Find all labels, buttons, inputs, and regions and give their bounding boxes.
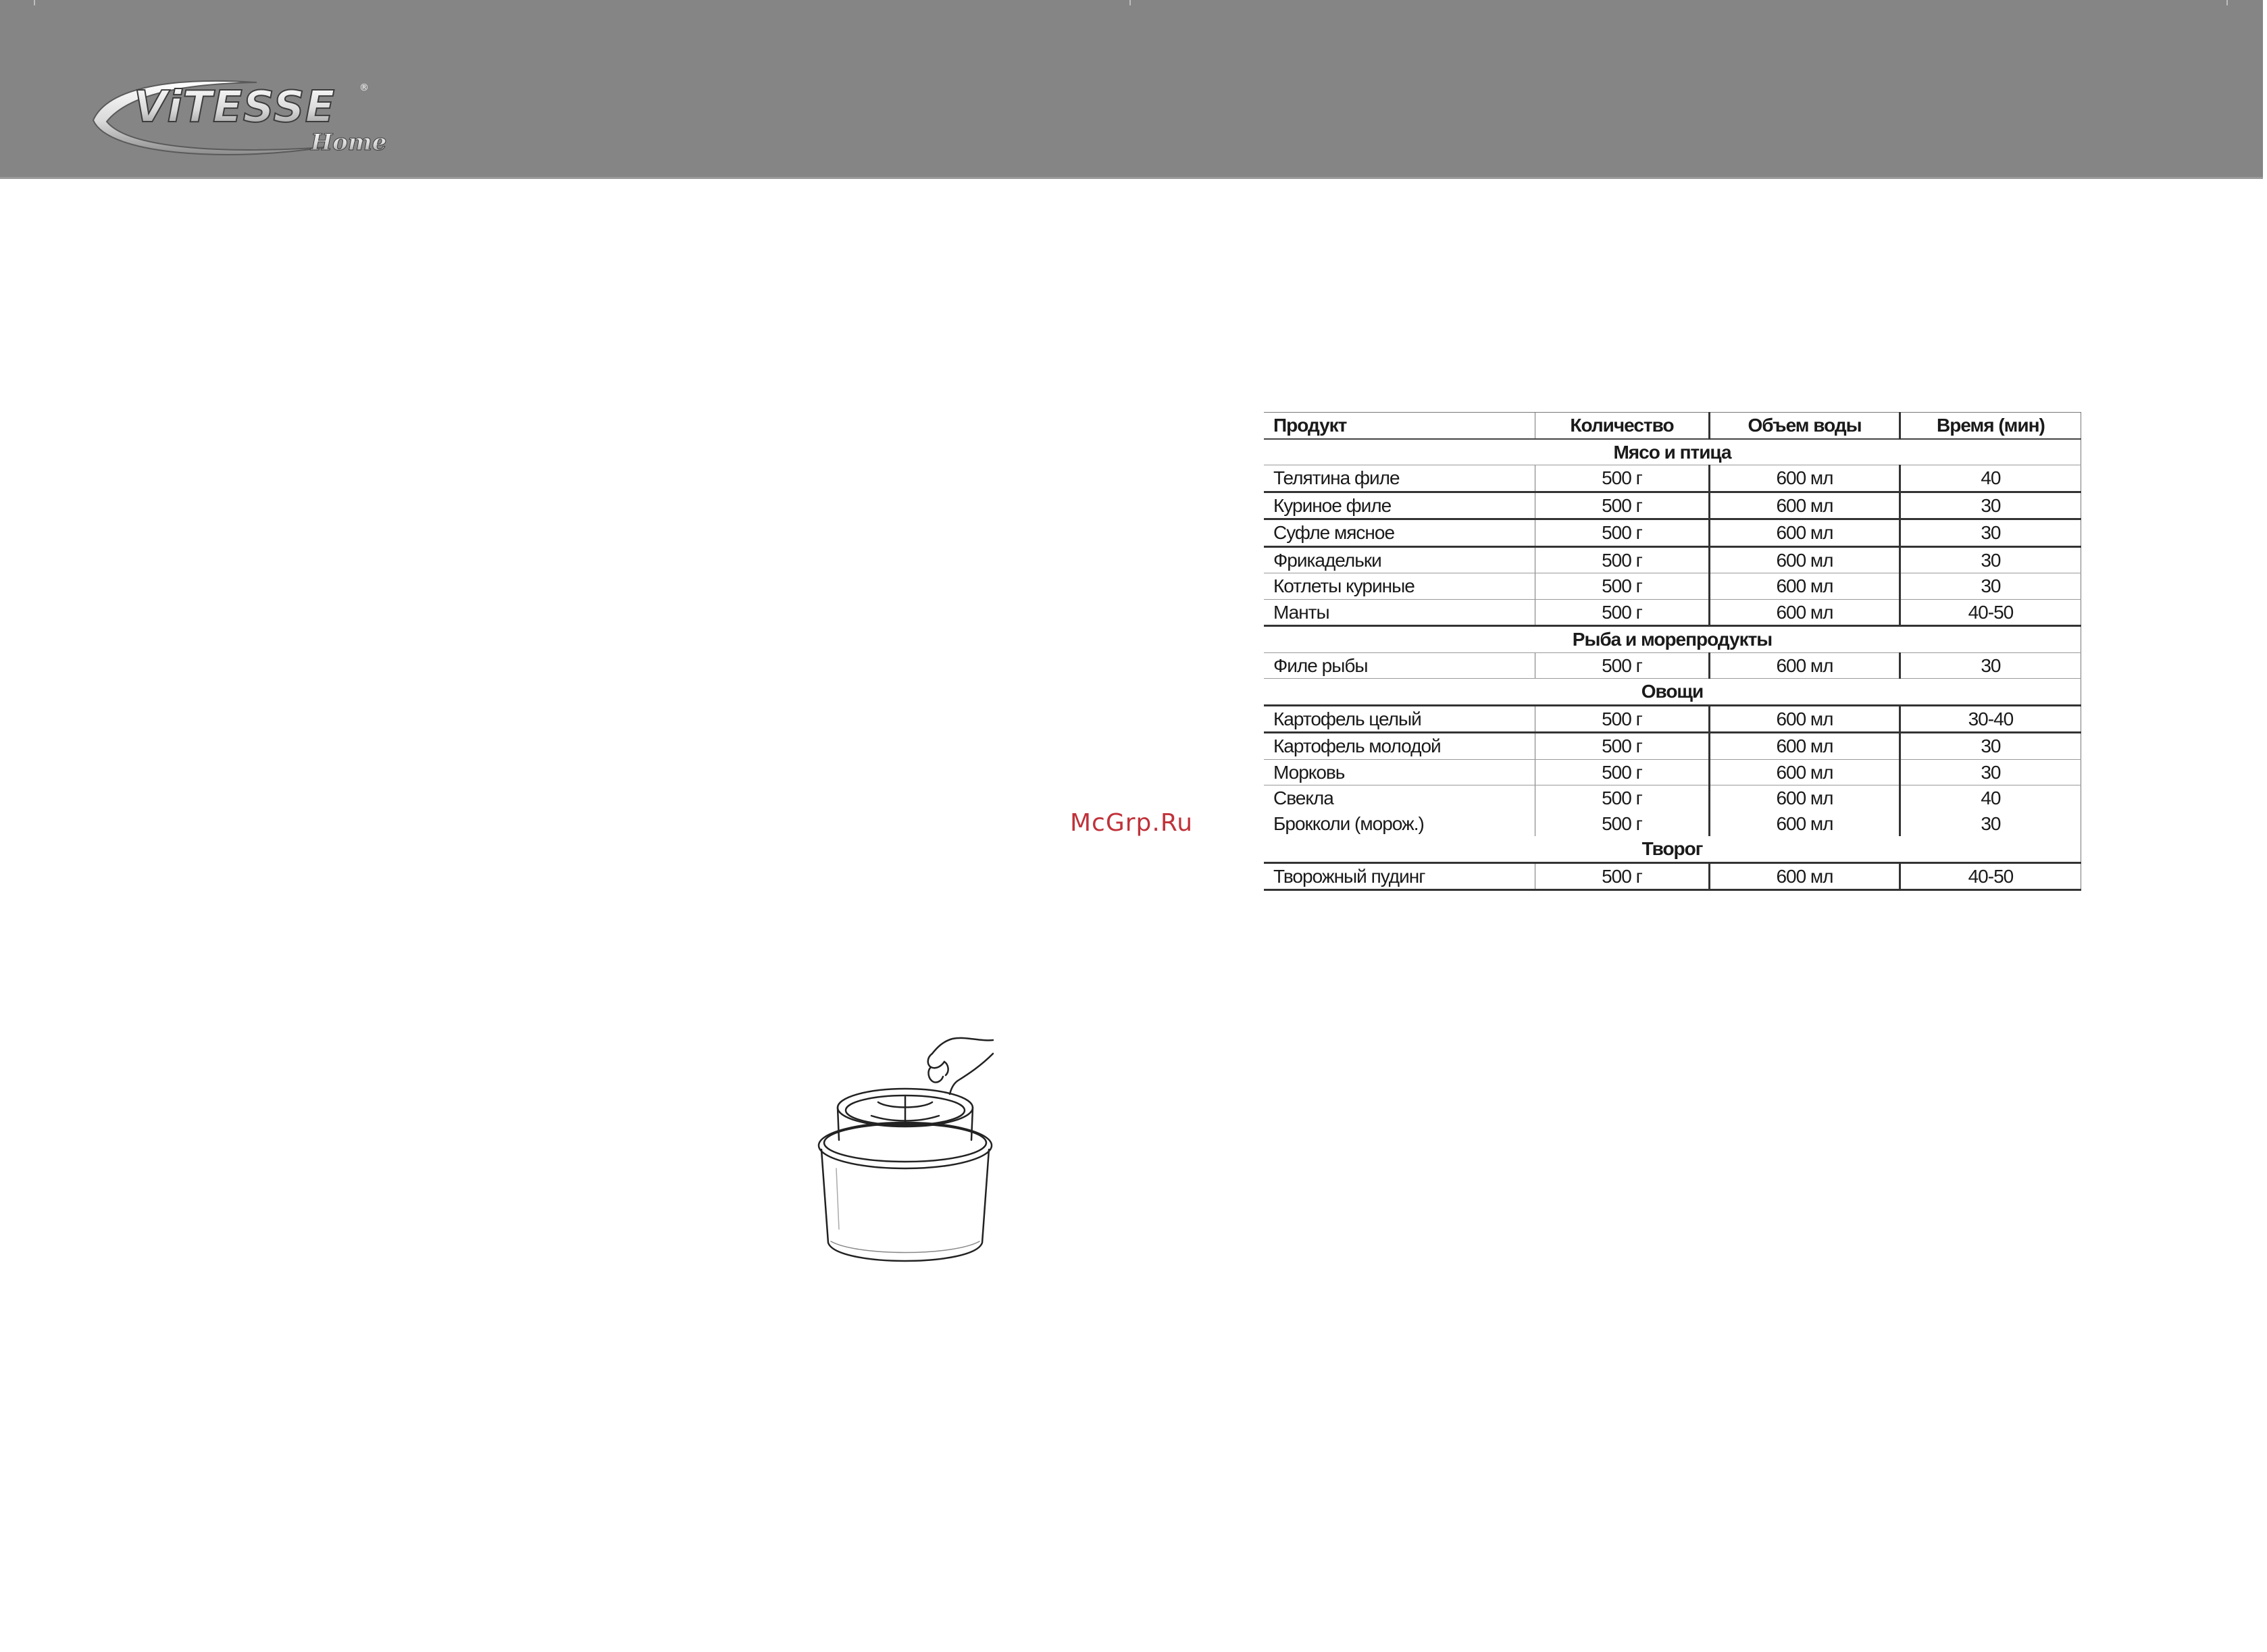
quantity-cell: 500 г xyxy=(1535,652,1709,679)
water-cell: 600 мл xyxy=(1710,811,1900,837)
product-cell: Фрикадельки xyxy=(1264,546,1535,573)
product-cell: Телятина филе xyxy=(1264,465,1535,492)
table-row xyxy=(1264,862,2081,890)
section-row xyxy=(1264,626,2081,653)
water-cell: 600 мл xyxy=(1710,705,1900,733)
time-cell: 40-50 xyxy=(1900,862,2081,890)
product-cell: Брокколи (морож.) xyxy=(1273,812,1424,834)
registered-mark: ® xyxy=(359,82,369,93)
section-row xyxy=(1264,439,2081,465)
water-cell: 600 мл xyxy=(1710,546,1900,573)
time-cell: 30 xyxy=(1900,811,2081,837)
water-cell: 600 мл xyxy=(1710,492,1900,519)
time-cell: 30 xyxy=(1900,492,2081,519)
table-row xyxy=(1264,573,2081,600)
time-cell: 40 xyxy=(1900,465,2081,492)
table-row xyxy=(1264,519,2081,547)
hand-outline xyxy=(932,1038,993,1054)
water-cell: 600 мл xyxy=(1710,785,1900,811)
time-cell: 30 xyxy=(1900,546,2081,573)
table-row xyxy=(1264,492,2081,519)
time-cell: 30 xyxy=(1900,733,2081,760)
time-cell: 30 xyxy=(1900,573,2081,600)
product-cell: Морковь xyxy=(1264,759,1535,785)
table-row xyxy=(1264,546,2081,573)
quantity-cell: 500 г xyxy=(1535,573,1709,600)
header-band xyxy=(0,0,2263,179)
table-row xyxy=(1264,465,2081,492)
table-row xyxy=(1264,785,2081,811)
quantity-cell: 500 г xyxy=(1535,759,1709,785)
watermark: McGrp.Ru xyxy=(1070,809,1194,837)
vitesse-logo xyxy=(81,68,419,169)
table-row xyxy=(1264,599,2081,626)
water-cell: 600 мл xyxy=(1710,465,1900,492)
time-cell: 40-50 xyxy=(1900,599,2081,626)
product-cell: Филе рыбы xyxy=(1264,652,1535,679)
water-cell: 600 мл xyxy=(1710,519,1900,547)
quantity-cell: 500 г xyxy=(1535,465,1709,492)
product-cell: Свекла xyxy=(1273,788,1333,809)
table-row xyxy=(1264,652,2081,679)
product-cell: Картофель целый xyxy=(1264,705,1535,733)
time-cell: 30 xyxy=(1900,519,2081,547)
quantity-cell: 500 г xyxy=(1535,733,1709,760)
water-cell: 600 мл xyxy=(1710,759,1900,785)
quantity-cell: 500 г xyxy=(1535,599,1709,626)
water-cell: 600 мл xyxy=(1710,573,1900,600)
logo-wordmark: ViTESSE xyxy=(134,82,336,132)
product-cell: Куриное филе xyxy=(1264,492,1535,519)
product-cell: Суфле мясное xyxy=(1264,519,1535,547)
time-cell: 40 xyxy=(1900,785,2081,811)
product-cell: Картофель молодой xyxy=(1264,733,1535,760)
product-cell: Творожный пудинг xyxy=(1264,862,1535,890)
quantity-cell: 500 г xyxy=(1535,519,1709,547)
column-header: Время (мин) xyxy=(1900,413,2081,439)
time-cell: 30 xyxy=(1900,652,2081,679)
quantity-cell: 500 г xyxy=(1535,546,1709,573)
product-cell: Котлеты куриные xyxy=(1264,573,1535,600)
pot-body xyxy=(821,1150,989,1261)
water-cell: 600 мл xyxy=(1710,652,1900,679)
water-cell: 600 мл xyxy=(1710,733,1900,760)
water-cell: 600 мл xyxy=(1710,862,1900,890)
section-title: Творог xyxy=(1264,836,2081,862)
table-row xyxy=(1264,705,2081,733)
quantity-cell: 500 г xyxy=(1535,785,1709,811)
product-cell: Манты xyxy=(1264,599,1535,626)
crop-mark xyxy=(1129,0,1131,5)
column-header: Продукт xyxy=(1264,413,1535,439)
section-title: Овощи xyxy=(1264,679,2081,706)
time-cell: 30 xyxy=(1900,759,2081,785)
logo-subtitle: Home xyxy=(311,129,387,156)
quantity-cell: 500 г xyxy=(1535,862,1709,890)
table-row xyxy=(1264,759,2081,785)
table-row xyxy=(1264,811,2081,837)
crop-mark xyxy=(2226,0,2228,5)
quantity-cell: 500 г xyxy=(1535,705,1709,733)
steam-basket-illustration xyxy=(804,1027,1007,1283)
time-cell: 30-40 xyxy=(1900,705,2081,733)
water-cell: 600 мл xyxy=(1710,599,1900,626)
crop-mark xyxy=(34,0,35,5)
section-title: Мясо и птица xyxy=(1264,439,2081,465)
column-header: Количество xyxy=(1535,413,1709,439)
quantity-cell: 500 г xyxy=(1535,492,1709,519)
section-row xyxy=(1264,836,2081,862)
cooking-table xyxy=(1264,412,2081,891)
column-header: Объем воды xyxy=(1710,413,1900,439)
section-row xyxy=(1264,679,2081,706)
quantity-cell: 500 г xyxy=(1535,811,1709,837)
table-row xyxy=(1264,733,2081,760)
section-title: Рыба и морепродукты xyxy=(1264,626,2081,653)
